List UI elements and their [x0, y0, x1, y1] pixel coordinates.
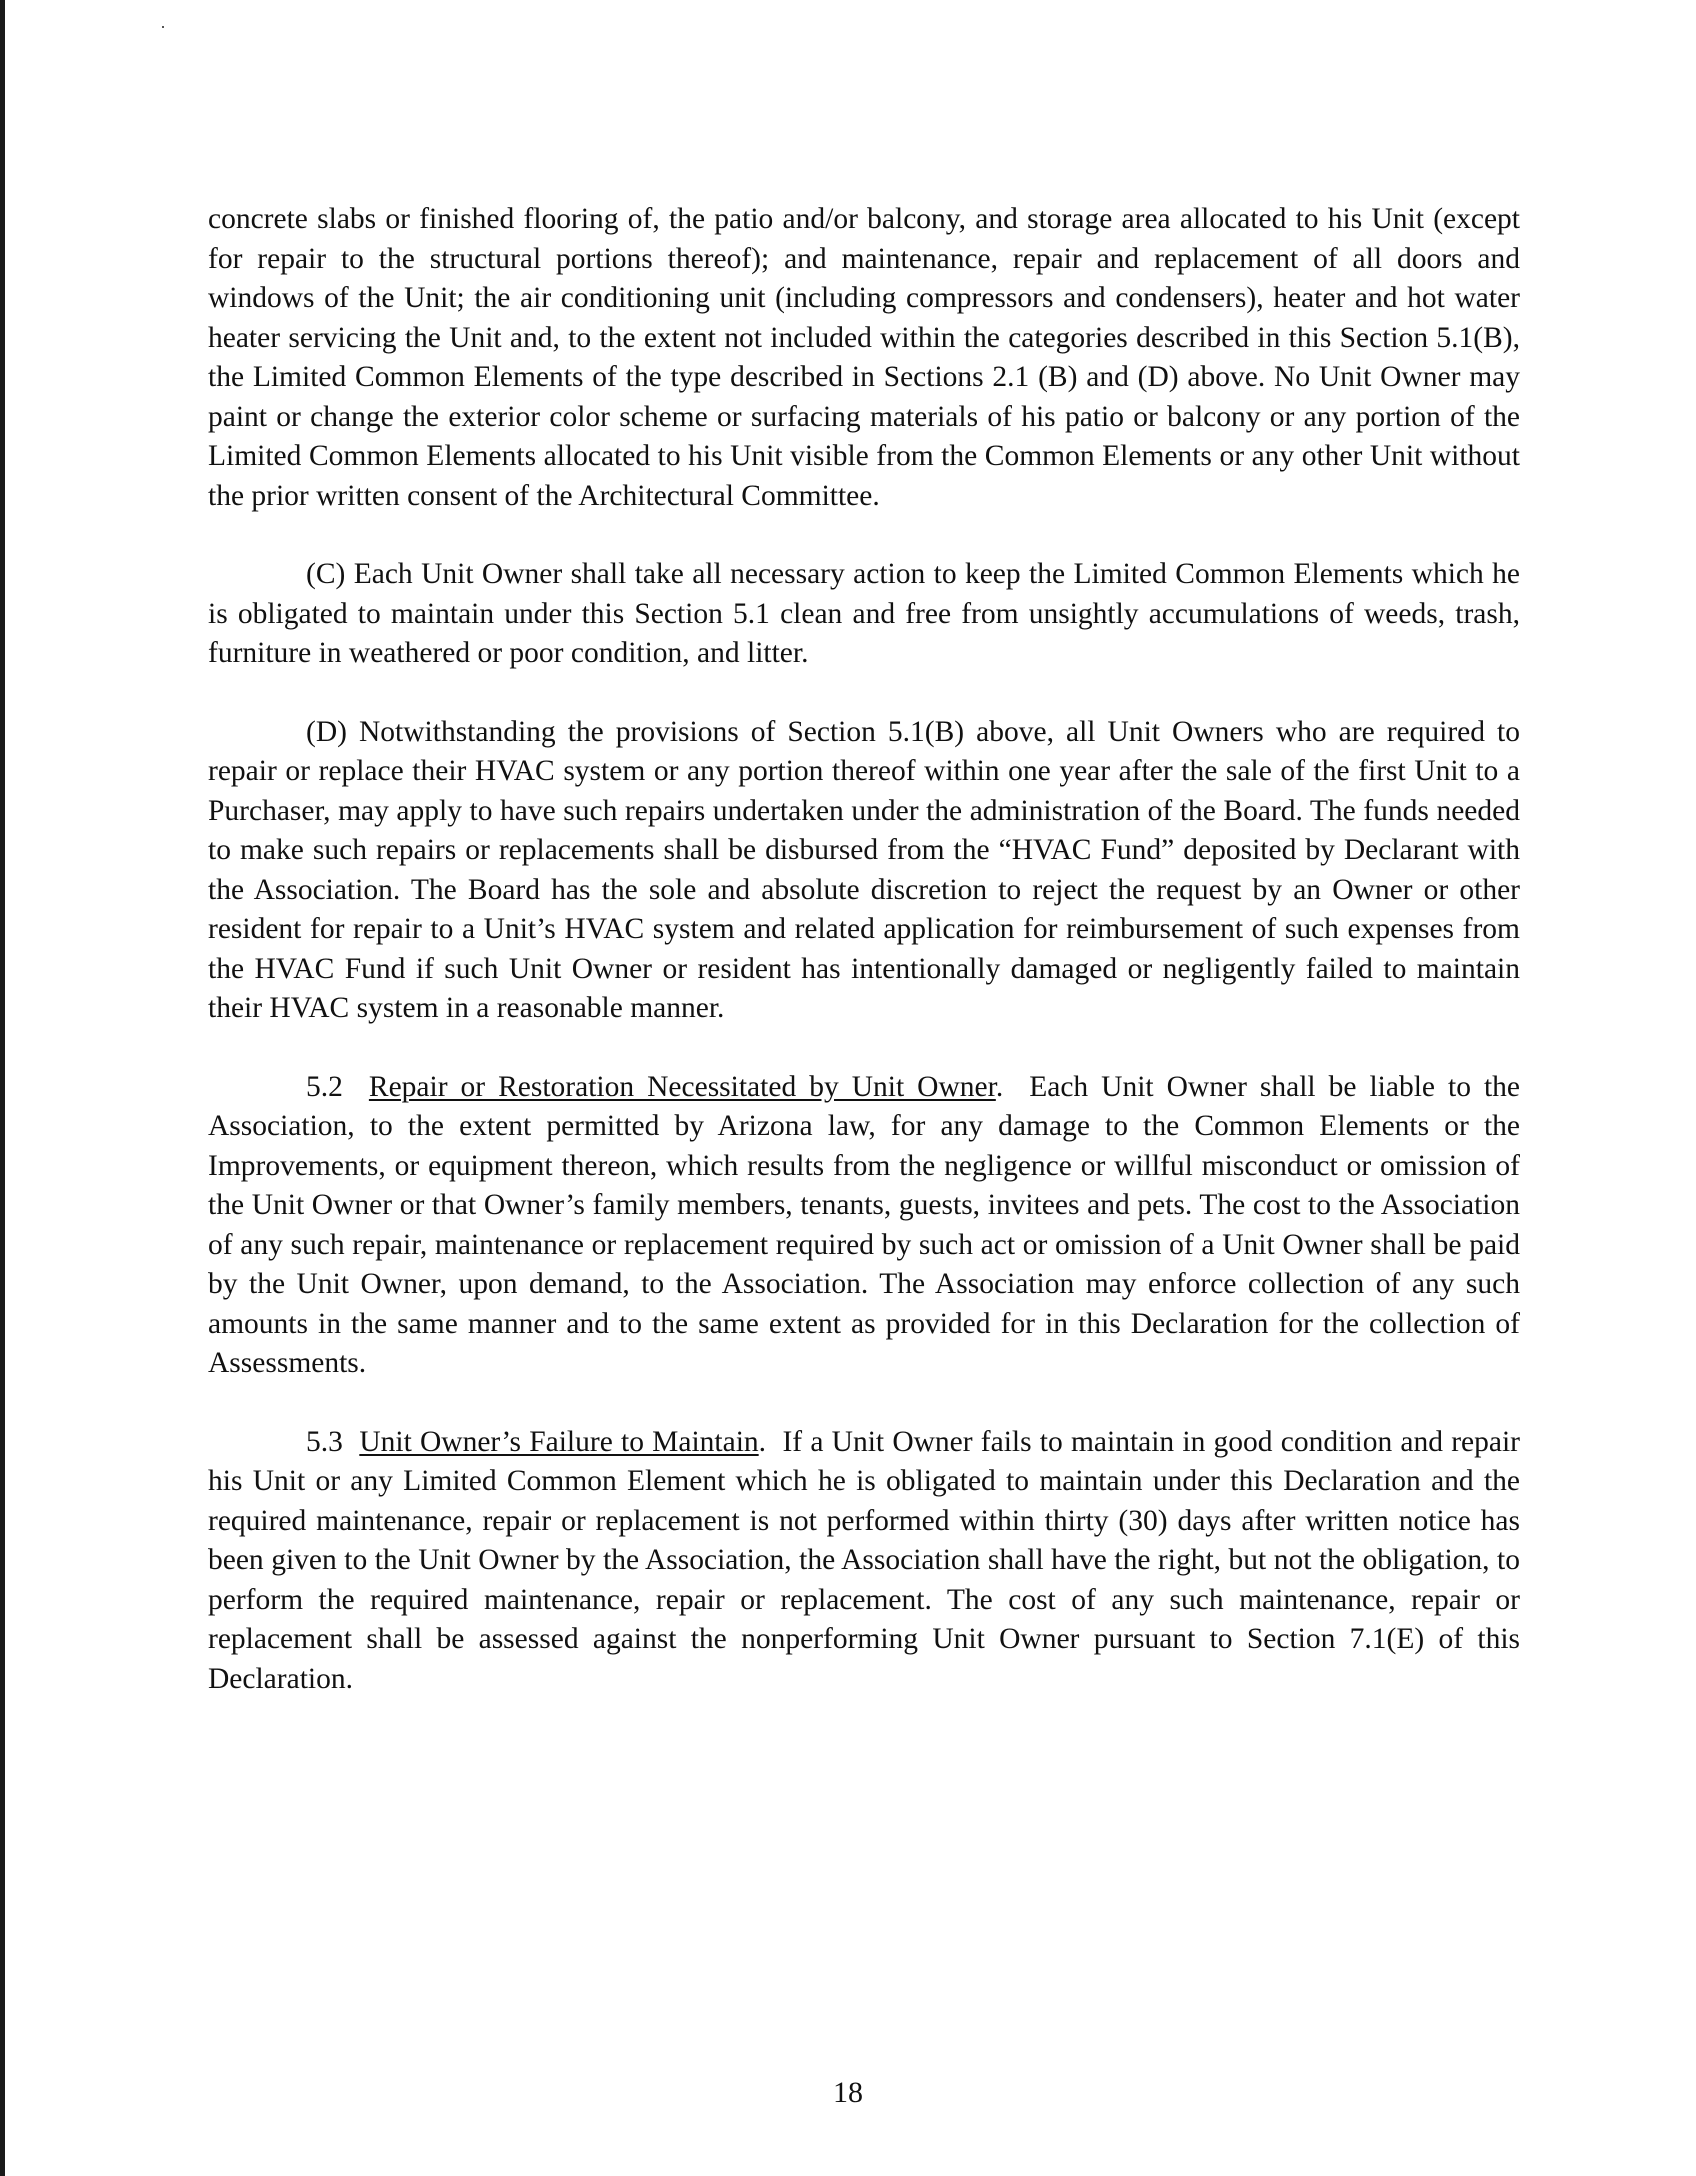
section-5-2-heading: Repair or Restoration Necessitated by Unit Owner	[368, 1070, 996, 1103]
paragraph-gap	[208, 674, 1520, 713]
page-number: 18	[833, 2076, 863, 2109]
section-5-2	[208, 1068, 1520, 1384]
paragraph-gap	[208, 1029, 1520, 1068]
paragraph-5-1-b-continued: concrete slabs or finished flooring of, the patio and/or balcony, and storage area allocated to his Unit (except for repair to the structural portions thereof); and maintenance, repair and replacement of all doors and windows of the Unit; the air conditioning unit (including compressors and condensers), heater and hot water heater servicing the Unit and, to the extent not included within the categories described in this Section 5.1(B), the Limited Common Elements of the type described in Sections 2.1 (B) and (D) above. No Unit Owner may paint or change the exterior color scheme or surfacing materials of his patio or balcony or any portion of the Limited Common Elements allocated to his Unit visible from the Common Elements or any other Unit without the prior written consent of the Architectural Committee.	[208, 203, 1520, 512]
section-5-2-text: Each Unit Owner shall be liable to the Association, to the extent permitted by Arizona law, for any damage to the Common Elements or the Improvements, or equipment thereon, which results from the negligence or willful misconduct or omission of the Unit Owner or that Owner’s family members, tenants, guests, invitees and pets. The cost to the Association of any such repair, maintenance or replacement required by such act or omission of a Unit Owner shall be paid by the Unit Owner, upon demand, to the Association. The Association may enforce collection of any such amounts in the same manner and to the same extent as provided for in this Declaration for the collection of Assessments.	[208, 1070, 1520, 1379]
section-5-3-heading-period: .	[758, 1425, 767, 1458]
scan-speck	[162, 26, 164, 28]
paragraph-gap	[208, 1384, 1520, 1423]
document-body	[208, 200, 1520, 1699]
scan-edge-shadow	[0, 0, 5, 2176]
paragraph-5-1-d: (D) Notwithstanding the provisions of Section 5.1(B) above, all Unit Owners who are required to repair or replace their HVAC system or any portion thereof within one year after the sale of the first Unit to a Purchaser, may apply to have such repairs undertaken under the administration of the Board. The funds needed to make such repairs or replacements shall be disbursed from the “HVAC Fund” deposited by Declarant with the Association. The Board has the sole and absolute discretion to reject the request by an Owner or other resident for repair to a Unit’s HVAC system and related application for reimbursement of such expenses from the HVAC Fund if such Unit Owner or resident has intentionally damaged or negligently failed to maintain their HVAC system in a reasonable manner.	[208, 715, 1520, 1024]
section-5-3	[208, 1423, 1520, 1700]
section-5-2-number: 5.2	[306, 1070, 343, 1103]
section-5-3-text: If a Unit Owner fails to maintain in good condition and repair his Unit or any Limited Common Element which he is obligated to maintain under this Declaration and the required maintenance, repair or replacement is not performed within thirty (30) days after written notice has been given to the Unit Owner by the Association, the Association shall have the right, but not the obligation, to perform the required maintenance, repair or replacement. The cost of any such maintenance, repair or replacement shall be assessed against the nonperforming Unit Owner pursuant to Section 7.1(E) of this Declaration.	[208, 1425, 1521, 1695]
paragraph-gap	[208, 516, 1520, 555]
section-5-2-heading-period: .	[995, 1070, 1004, 1103]
section-5-3-heading: Unit Owner’s Failure to Maintain	[359, 1425, 759, 1458]
section-5-3-number: 5.3	[306, 1425, 343, 1458]
paragraph-5-1-c: (C) Each Unit Owner shall take all necessary action to keep the Limited Common Elements which he is obligated to maintain under this Section 5.1 clean and free from unsightly accumulations of weeds, trash, furniture in weathered or poor condition, and litter.	[208, 558, 1520, 669]
